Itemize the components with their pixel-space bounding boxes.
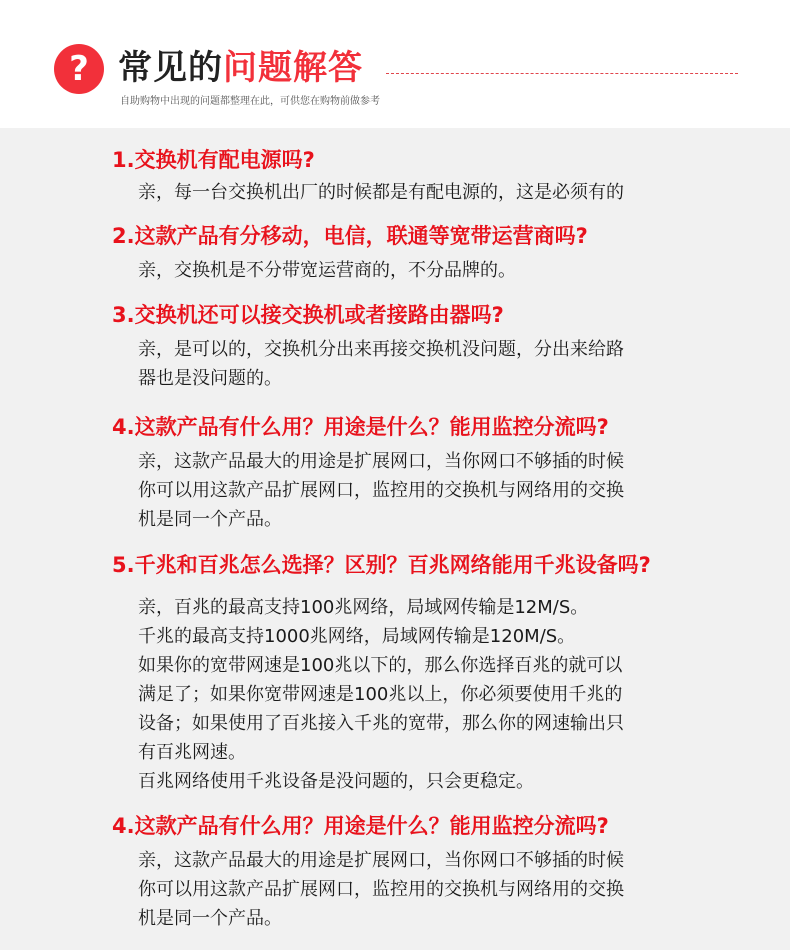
faq-answer-2 (138, 256, 738, 285)
page-subtitle: 自助购物中出现的问题都整理在此，可供您在购物前做参考 (120, 96, 380, 107)
answer-line: 器也是没问题的。 (138, 368, 282, 389)
faq-header (0, 0, 790, 128)
answer-line: 设备；如果使用了百兆接入千兆的宽带，那么你的网速输出只 (138, 713, 624, 734)
answer-line: 亲，这款产品最大的用途是扩展网口，当你网口不够插的时候 (138, 451, 624, 472)
faq-answer-1 (138, 178, 738, 207)
faq-question-1: 1.交换机有配电源吗? (112, 148, 315, 172)
faq-question-5: 5.千兆和百兆怎么选择？区别？百兆网络能用千兆设备吗? (112, 553, 651, 577)
title-divider (386, 73, 738, 74)
answer-line: 千兆的最高支持1000兆网络，局域网传输是120M/S。 (138, 626, 576, 647)
faq-answer-6 (138, 846, 738, 933)
title-red-part: 问题解答 (223, 48, 363, 88)
faq-question-3: 3.交换机还可以接交换机或者接路由器吗? (112, 303, 504, 327)
answer-line: 亲，每一台交换机出厂的时候都是有配电源的，这是必须有的 (138, 182, 624, 203)
answer-line: 满足了；如果你宽带网速是100兆以上，你必须要使用千兆的 (138, 684, 623, 705)
answer-line: 你可以用这款产品扩展网口，监控用的交换机与网络用的交换 (138, 480, 624, 501)
faq-question-6: 4.这款产品有什么用？用途是什么？能用监控分流吗? (112, 814, 609, 838)
answer-line: 亲，百兆的最高支持100兆网络，局域网传输是12M/S。 (138, 597, 589, 618)
answer-line: 亲，这款产品最大的用途是扩展网口，当你网口不够插的时候 (138, 850, 624, 871)
answer-line: 百兆网络使用千兆设备是没问题的，只会更稳定。 (138, 771, 534, 792)
answer-line: 亲，是可以的，交换机分出来再接交换机没问题，分出来给路 (138, 339, 624, 360)
faq-question-4: 4.这款产品有什么用？用途是什么？能用监控分流吗? (112, 415, 609, 439)
faq-answer-4 (138, 447, 738, 534)
answer-line: 如果你的宽带网速是100兆以下的，那么你选择百兆的就可以 (138, 655, 623, 676)
answer-line: 你可以用这款产品扩展网口，监控用的交换机与网络用的交换 (138, 879, 624, 900)
faq-content (0, 128, 790, 950)
title-black-part: 常见的 (118, 48, 223, 88)
answer-line: 亲，交换机是不分带宽运营商的，不分品牌的。 (138, 260, 516, 281)
answer-line: 机是同一个产品。 (138, 908, 282, 929)
page-title (118, 46, 363, 90)
answer-line: 机是同一个产品。 (138, 509, 282, 530)
question-mark-icon: ? (54, 44, 104, 94)
faq-question-2: 2.这款产品有分移动，电信，联通等宽带运营商吗? (112, 224, 588, 248)
faq-answer-3 (138, 335, 738, 393)
faq-answer-5 (138, 593, 738, 796)
answer-line: 有百兆网速。 (138, 742, 246, 763)
